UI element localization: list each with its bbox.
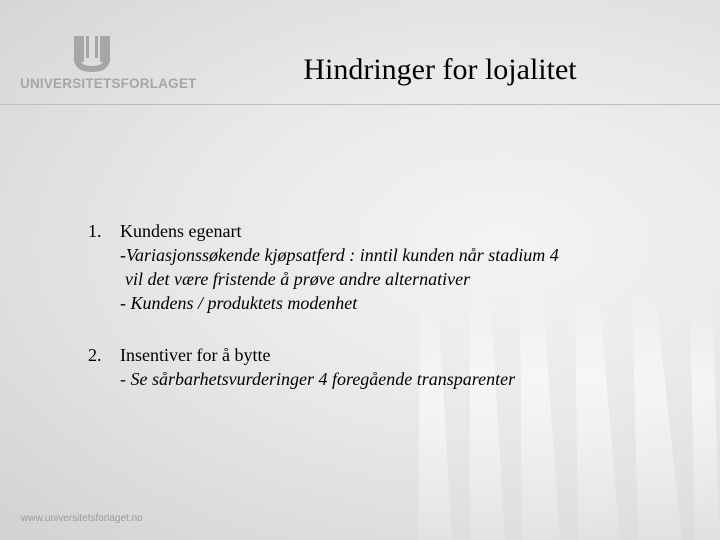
item-detail: - Kundens / produktets modenhet [120,293,358,313]
bullet-list [88,219,698,391]
item-detail: vil det være fristende å prøve andre alternativer [125,269,471,289]
footer-url: www.universitetsforlaget.no [21,513,143,524]
item-detail: -Variasjonssøkende kjøpsatferd : inntil kunden når stadium 4 [120,245,559,265]
item-number: 1. [88,221,102,241]
publisher-logo [20,34,197,94]
university-press-logo-icon [72,34,112,74]
slide-title: Hindringer for lojalitet [303,53,577,86]
logo-text: UNIVERSITETSFORLAGET [20,76,197,91]
item-detail: - Se sårbarhetsvurderinger 4 foregående transparenter [120,369,516,389]
item-heading: Insentiver for å bytte [120,345,271,365]
list-item [88,343,698,391]
list-item [88,219,698,315]
item-heading: Kundens egenart [120,221,242,241]
title-divider [0,104,720,105]
item-number: 2. [88,345,102,365]
